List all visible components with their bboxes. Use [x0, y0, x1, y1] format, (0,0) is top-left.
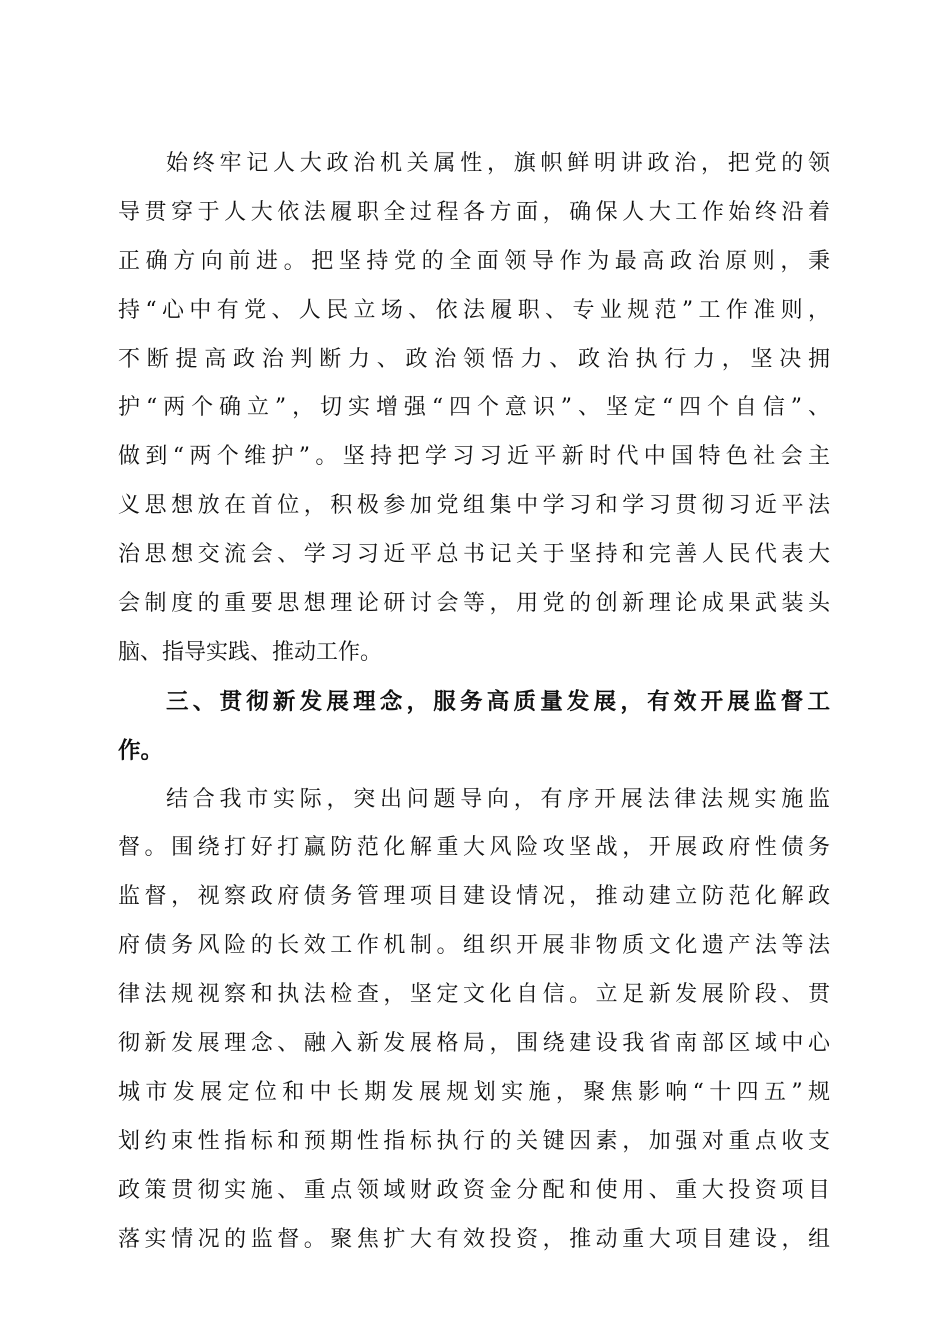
paragraph-line: 府债务风险的长效工作机制。组织开展非物质文化遗产法等法	[118, 933, 830, 959]
paragraph-line: 义思想放在首位，积极参加党组集中学习和学习贯彻习近平法	[118, 493, 830, 519]
paragraph-line: 治思想交流会、学习习近平总书记关于坚持和完善人民代表大	[118, 542, 830, 568]
paragraph-line: 护“两个确立”，切实增强“四个意识”、坚定“四个自信”、	[118, 395, 830, 421]
paragraph-line: 政策贯彻实施、重点领域财政资金分配和使用、重大投资项目	[118, 1177, 830, 1203]
paragraph-supervision	[118, 776, 830, 1265]
paragraph-line: 落实情况的监督。聚焦扩大有效投资，推动重大项目建设，组	[118, 1226, 830, 1252]
paragraph-line: 划约束性指标和预期性指标执行的关键因素，加强对重点收支	[118, 1128, 830, 1154]
paragraph-line: 彻新发展理念、融入新发展格局，围绕建设我省南部区域中心	[118, 1031, 830, 1057]
paragraph-line: 持“心中有党、人民立场、依法履职、专业规范”工作准则，	[118, 297, 830, 323]
paragraph-party-leadership	[118, 140, 830, 678]
paragraph-line: 督。围绕打好打赢防范化解重大风险攻坚战，开展政府性债务	[118, 835, 830, 861]
document-body	[118, 140, 830, 1264]
paragraph-line: 始终牢记人大政治机关属性，旗帜鲜明讲政治，把党的领	[166, 151, 830, 176]
paragraph-line: 律法规视察和执法检查，坚定文化自信。立足新发展阶段、贯	[118, 982, 830, 1008]
heading-line: 作。	[118, 737, 164, 764]
paragraph-line: 导贯穿于人大依法履职全过程各方面，确保人大工作始终沿着	[118, 199, 830, 225]
paragraph-line: 结合我市实际，突出问题导向，有序开展法律法规实施监	[166, 786, 830, 812]
paragraph-line: 不断提高政治判断力、政治领悟力、政治执行力，坚决拥	[118, 346, 830, 372]
paragraph-line: 做到“两个维护”。坚持把学习习近平新时代中国特色社会主	[118, 444, 830, 470]
section-heading	[118, 678, 830, 776]
paragraph-line: 脑、指导实践、推动工作。	[118, 639, 383, 665]
paragraph-line: 正确方向前进。把坚持党的全面领导作为最高政治原则，秉	[118, 248, 830, 274]
paragraph-line: 监督，视察政府债务管理项目建设情况，推动建立防范化解政	[118, 884, 830, 910]
heading-line: 三、贯彻新发展理念，服务高质量发展，有效开展监督工	[166, 688, 830, 715]
paragraph-line: 会制度的重要思想理论研讨会等，用党的创新理论成果武装头	[118, 591, 830, 617]
paragraph-line: 城市发展定位和中长期发展规划实施，聚焦影响“十四五”规	[118, 1079, 830, 1105]
